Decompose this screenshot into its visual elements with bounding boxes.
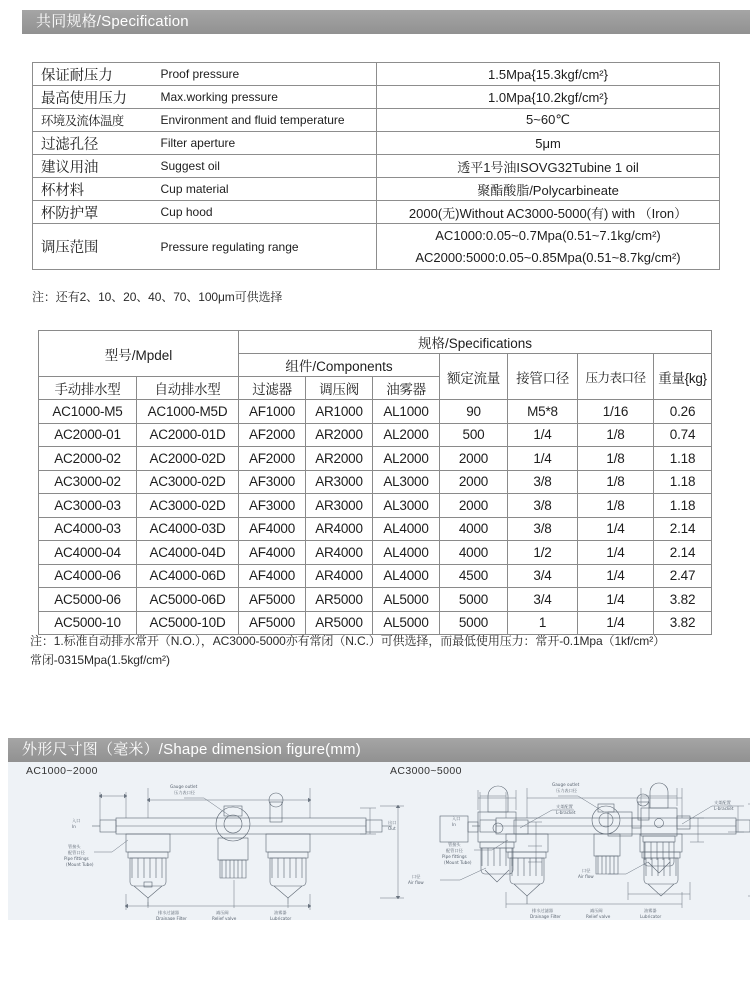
table-cell: AR2000 [306, 423, 373, 447]
table-cell: 2.14 [654, 541, 712, 565]
table-cell: AR2000 [306, 447, 373, 471]
header-regulator: 调压阀 [306, 377, 373, 400]
table-cell: AC5000-10 [39, 611, 137, 635]
callout-outlet-cn: 出口 [388, 820, 397, 825]
table-cell: 90 [440, 400, 508, 424]
table-cell: AR3000 [306, 470, 373, 494]
callout-relief-en-right: Relief valve [586, 914, 611, 919]
table-cell: 3/4 [508, 588, 578, 612]
table-cell: 1/16 [578, 400, 654, 424]
callout-pipe-en2-right: (Mount Tube) [444, 860, 472, 865]
table-row [39, 588, 712, 612]
table-cell: AC1000-M5D [137, 400, 239, 424]
table-cell: 2000 [440, 447, 508, 471]
table-cell: AC5000-06 [39, 588, 137, 612]
callout-gauge-en-right: Gauge outlet [552, 782, 580, 787]
callout-bracket-en-right: L-bracket [714, 806, 734, 811]
table-cell: 3.82 [654, 588, 712, 612]
table-cell: M5*8 [508, 400, 578, 424]
table-cell: AC3000-02D [137, 494, 239, 518]
shape-dimension-section-title: 外形尺寸图（毫米）/Shape dimension figure(mm) [8, 738, 750, 762]
spec-label-cn: 建议用油 [33, 155, 155, 178]
header-filter: 过滤器 [239, 377, 306, 400]
spec-label-cn: 杯材料 [33, 178, 155, 201]
table-cell: AC3000-02 [39, 470, 137, 494]
table-row [33, 201, 720, 224]
table-cell: AF5000 [239, 611, 306, 635]
spec-value-multiline [377, 224, 720, 270]
callout-sideoutlet-cn-right: 口径 [582, 868, 591, 873]
model-specification-table [38, 330, 712, 635]
model-table-note [30, 632, 730, 670]
shape-dimension-section-header [8, 738, 750, 762]
header-auto-drain: 自动排水型 [137, 377, 239, 400]
callout-inlet-cn: 入口 [72, 818, 81, 823]
callout-bracket-en: L-bracket [556, 810, 576, 815]
table-row [33, 155, 720, 178]
table-cell: 1/4 [578, 541, 654, 565]
table-cell: AC4000-04 [39, 541, 137, 565]
callout-pipe-cn2: 配管口径 [68, 850, 85, 855]
table-cell: 0.26 [654, 400, 712, 424]
spec-value-line-1: AC1000:0.05~0.7Mpa(0.51~7.1kg/cm²) [435, 227, 661, 243]
header-model-group: 型号/Mpdel [39, 331, 239, 377]
table-cell: AC2000-01 [39, 423, 137, 447]
table-cell: AF1000 [239, 400, 306, 424]
table-cell: AL4000 [373, 564, 440, 588]
table-cell: 3/8 [508, 470, 578, 494]
table-cell: AL5000 [373, 611, 440, 635]
callout-lubricator-en: Lubricator [270, 916, 292, 920]
callout-gauge-cn: 压力表口径 [174, 790, 195, 795]
spec-value: 透平1号油ISOVG32Tubine 1 oil [377, 155, 720, 178]
table-header-row-group [39, 331, 712, 354]
callout-lubricator-cn-right: 油雾器 [644, 908, 657, 913]
table-cell: AF3000 [239, 494, 306, 518]
drawing-left-ac1000-2000 [92, 786, 574, 910]
callout-pipe-en2: (Mount Tube) [66, 862, 94, 867]
table-cell: AF2000 [239, 423, 306, 447]
table-cell: AF3000 [239, 470, 306, 494]
table-cell: AL3000 [373, 494, 440, 518]
spec-label-en: Proof pressure [155, 63, 377, 86]
callout-bracket-cn: 支架配置 [556, 804, 573, 809]
table-cell: AL1000 [373, 400, 440, 424]
table-cell: 1/4 [578, 588, 654, 612]
callout-drainage-cn-right: 排水过滤器 [532, 908, 553, 913]
table-cell: AC2000-01D [137, 423, 239, 447]
table-cell: 1/8 [578, 494, 654, 518]
table-cell: 1/4 [578, 564, 654, 588]
table-cell: 2000 [440, 494, 508, 518]
table-row [33, 132, 720, 155]
table-cell: 1/4 [508, 423, 578, 447]
shape-dimension-drawing-panel [8, 762, 750, 920]
table-cell: AC5000-10D [137, 611, 239, 635]
spec-label-en: Suggest oil [155, 155, 377, 178]
header-components-group: 组件/Components [239, 354, 440, 377]
table-cell: 1/8 [578, 470, 654, 494]
callout-lubricator-en-right: Lubricator [640, 914, 662, 919]
table-cell: 4500 [440, 564, 508, 588]
specification-section-title: 共同规格/Specification [22, 10, 750, 34]
table-cell: 1/4 [578, 517, 654, 541]
header-rated-flow: 额定流量 [440, 354, 508, 400]
table-row [39, 423, 712, 447]
table-cell: 3.82 [654, 611, 712, 635]
table-cell: AC1000-M5 [39, 400, 137, 424]
table-cell: 0.74 [654, 423, 712, 447]
callout-relief-cn-right: 减压阀 [590, 908, 603, 913]
table-row [39, 494, 712, 518]
callout-pipe-cn2-right: 配管口径 [446, 848, 463, 853]
callout-sideoutlet-en-right: Air flow [578, 874, 594, 879]
table-cell: 1.18 [654, 447, 712, 471]
specification-table-note: 注：还有2、10、20、40、70、100μm可供选择 [32, 290, 283, 304]
table-cell: AC4000-06D [137, 564, 239, 588]
callout-bracket-cn-right: 支架配置 [714, 800, 731, 805]
spec-label-cn: 调压范围 [33, 224, 155, 270]
table-cell: AC4000-04D [137, 541, 239, 565]
callout-gauge-en: Gauge outlet [170, 784, 198, 789]
header-specifications-group: 规格/Specifications [239, 331, 712, 354]
table-cell: AC5000-06D [137, 588, 239, 612]
drawing-caption-left: AC1000~2000 [26, 765, 98, 777]
header-port-size: 接管口径 [508, 354, 578, 400]
table-cell: 500 [440, 423, 508, 447]
specification-section-header [22, 10, 750, 34]
spec-label-en: Max.working pressure [155, 86, 377, 109]
table-cell: 3/8 [508, 494, 578, 518]
spec-label-en: Pressure regulating range [155, 224, 377, 270]
table-cell: AR4000 [306, 564, 373, 588]
model-table-note-line-1: 注：1.标准自动排水常开（N.O.），AC3000-5000亦有常闭（N.C.）可供选择，而最低使用压力：常开-0.1Mpa（1kf/cm²） [30, 634, 665, 648]
table-cell: AR5000 [306, 588, 373, 612]
table-row [39, 564, 712, 588]
table-cell: AL4000 [373, 541, 440, 565]
table-cell: 1.18 [654, 494, 712, 518]
callout-drainage-en: Drainage Filter [156, 916, 187, 920]
table-cell: 3/4 [508, 564, 578, 588]
table-row [39, 541, 712, 565]
spec-label-cn: 过滤孔径 [33, 132, 155, 155]
callout-drainage-en-right: Drainage Filter [530, 914, 561, 919]
table-row [33, 109, 720, 132]
table-cell: 5000 [440, 588, 508, 612]
table-row [39, 517, 712, 541]
table-cell: AF4000 [239, 517, 306, 541]
callout-lubricator-cn: 油雾器 [274, 910, 287, 915]
callout-inlet-cn-right: 入口 [452, 816, 461, 821]
spec-value: 1.5Mpa{15.3kgf/cm²} [377, 63, 720, 86]
table-cell: 1/2 [508, 541, 578, 565]
table-cell: AF2000 [239, 447, 306, 471]
table-cell: 2000 [440, 470, 508, 494]
table-cell: AL5000 [373, 588, 440, 612]
spec-label-cn: 杯防护罩 [33, 201, 155, 224]
callout-outlet-en: Out [388, 826, 396, 831]
table-cell: 1/4 [508, 447, 578, 471]
table-cell: AC2000-02D [137, 447, 239, 471]
table-cell: AR5000 [306, 611, 373, 635]
callout-pipe-cn: 管接头 [68, 844, 81, 849]
table-cell: 3/8 [508, 517, 578, 541]
table-cell: AR4000 [306, 541, 373, 565]
spec-label-cn: 最高使用压力 [33, 86, 155, 109]
frl-assembly-technical-drawing [8, 776, 750, 920]
table-cell: 2.47 [654, 564, 712, 588]
table-row [33, 63, 720, 86]
table-cell: AC4000-03D [137, 517, 239, 541]
table-cell: 4000 [440, 517, 508, 541]
table-row [39, 400, 712, 424]
spec-value: 2000(无)Without AC3000-5000(有) with （Iron） [377, 201, 720, 224]
spec-label-en: Cup material [155, 178, 377, 201]
callout-pipe-cn-right: 管接头 [448, 842, 461, 847]
table-row [39, 447, 712, 471]
table-cell: 1.18 [654, 470, 712, 494]
table-cell: AC3000-02D [137, 470, 239, 494]
spec-label-en: Cup hood [155, 201, 377, 224]
table-cell: 2.14 [654, 517, 712, 541]
callout-pipe-en-right: Pipe fittings [442, 854, 467, 859]
table-row [39, 470, 712, 494]
spec-label-en: Environment and fluid temperature [155, 109, 377, 132]
model-table-body [39, 400, 712, 635]
drawing-caption-right: AC3000~5000 [390, 765, 462, 777]
table-cell: 1/4 [578, 611, 654, 635]
spec-value: 5μm [377, 132, 720, 155]
callout-relief-en: Relief valve [212, 916, 237, 920]
table-cell: 1 [508, 611, 578, 635]
table-cell: AR4000 [306, 517, 373, 541]
header-lubricator: 油雾器 [373, 377, 440, 400]
table-cell: AC4000-03 [39, 517, 137, 541]
table-cell: AR1000 [306, 400, 373, 424]
spec-value: 1.0Mpa{10.2kgf/cm²} [377, 86, 720, 109]
spec-value-line-2: AC2000:5000:0.05~0.85Mpa(0.51~8.7kg/cm²) [415, 249, 681, 265]
table-cell: 1/8 [578, 423, 654, 447]
callout-pipe-en: Pipe fittings [64, 856, 89, 861]
callout-gauge-cn-right: 压力表口径 [556, 788, 577, 793]
table-cell: 1/8 [578, 447, 654, 471]
table-cell: AR3000 [306, 494, 373, 518]
table-row [39, 611, 712, 635]
table-cell: AC3000-03 [39, 494, 137, 518]
table-cell: AF5000 [239, 588, 306, 612]
spec-value: 5~60℃ [377, 109, 720, 132]
table-cell: AF4000 [239, 564, 306, 588]
table-cell: AL4000 [373, 517, 440, 541]
spec-label-en: Filter aperture [155, 132, 377, 155]
header-manual-drain: 手动排水型 [39, 377, 137, 400]
table-cell: 5000 [440, 611, 508, 635]
callout-inlet-en-right: In [452, 822, 456, 827]
callout-inlet-en: In [72, 824, 76, 829]
callout-drainage-cn: 排水过滤器 [158, 910, 179, 915]
header-weight: 重量{kg} [654, 354, 712, 400]
table-cell: AF4000 [239, 541, 306, 565]
table-cell: AC4000-06 [39, 564, 137, 588]
spec-label-cn: 环境及流体温度 [33, 109, 155, 132]
header-gauge-port: 压力表口径 [578, 354, 654, 400]
table-cell: AL3000 [373, 470, 440, 494]
table-cell: AL2000 [373, 447, 440, 471]
table-cell: AL2000 [373, 423, 440, 447]
table-cell: AC2000-02 [39, 447, 137, 471]
model-table-note-line-2: 常闭-0315Mpa(1.5kgf/cm²) [30, 653, 170, 667]
table-row [33, 224, 720, 270]
table-row [33, 178, 720, 201]
table-cell: 4000 [440, 541, 508, 565]
spec-label-cn: 保证耐压力 [33, 63, 155, 86]
callout-sideoutlet-en: Air flow [408, 880, 424, 885]
spec-value: 聚酯酸脂/Polycarbineate [377, 178, 720, 201]
callout-relief-cn: 减压阀 [216, 910, 229, 915]
common-specification-table [32, 62, 720, 270]
table-row [33, 86, 720, 109]
callout-sideoutlet-cn: 口径 [412, 874, 421, 879]
